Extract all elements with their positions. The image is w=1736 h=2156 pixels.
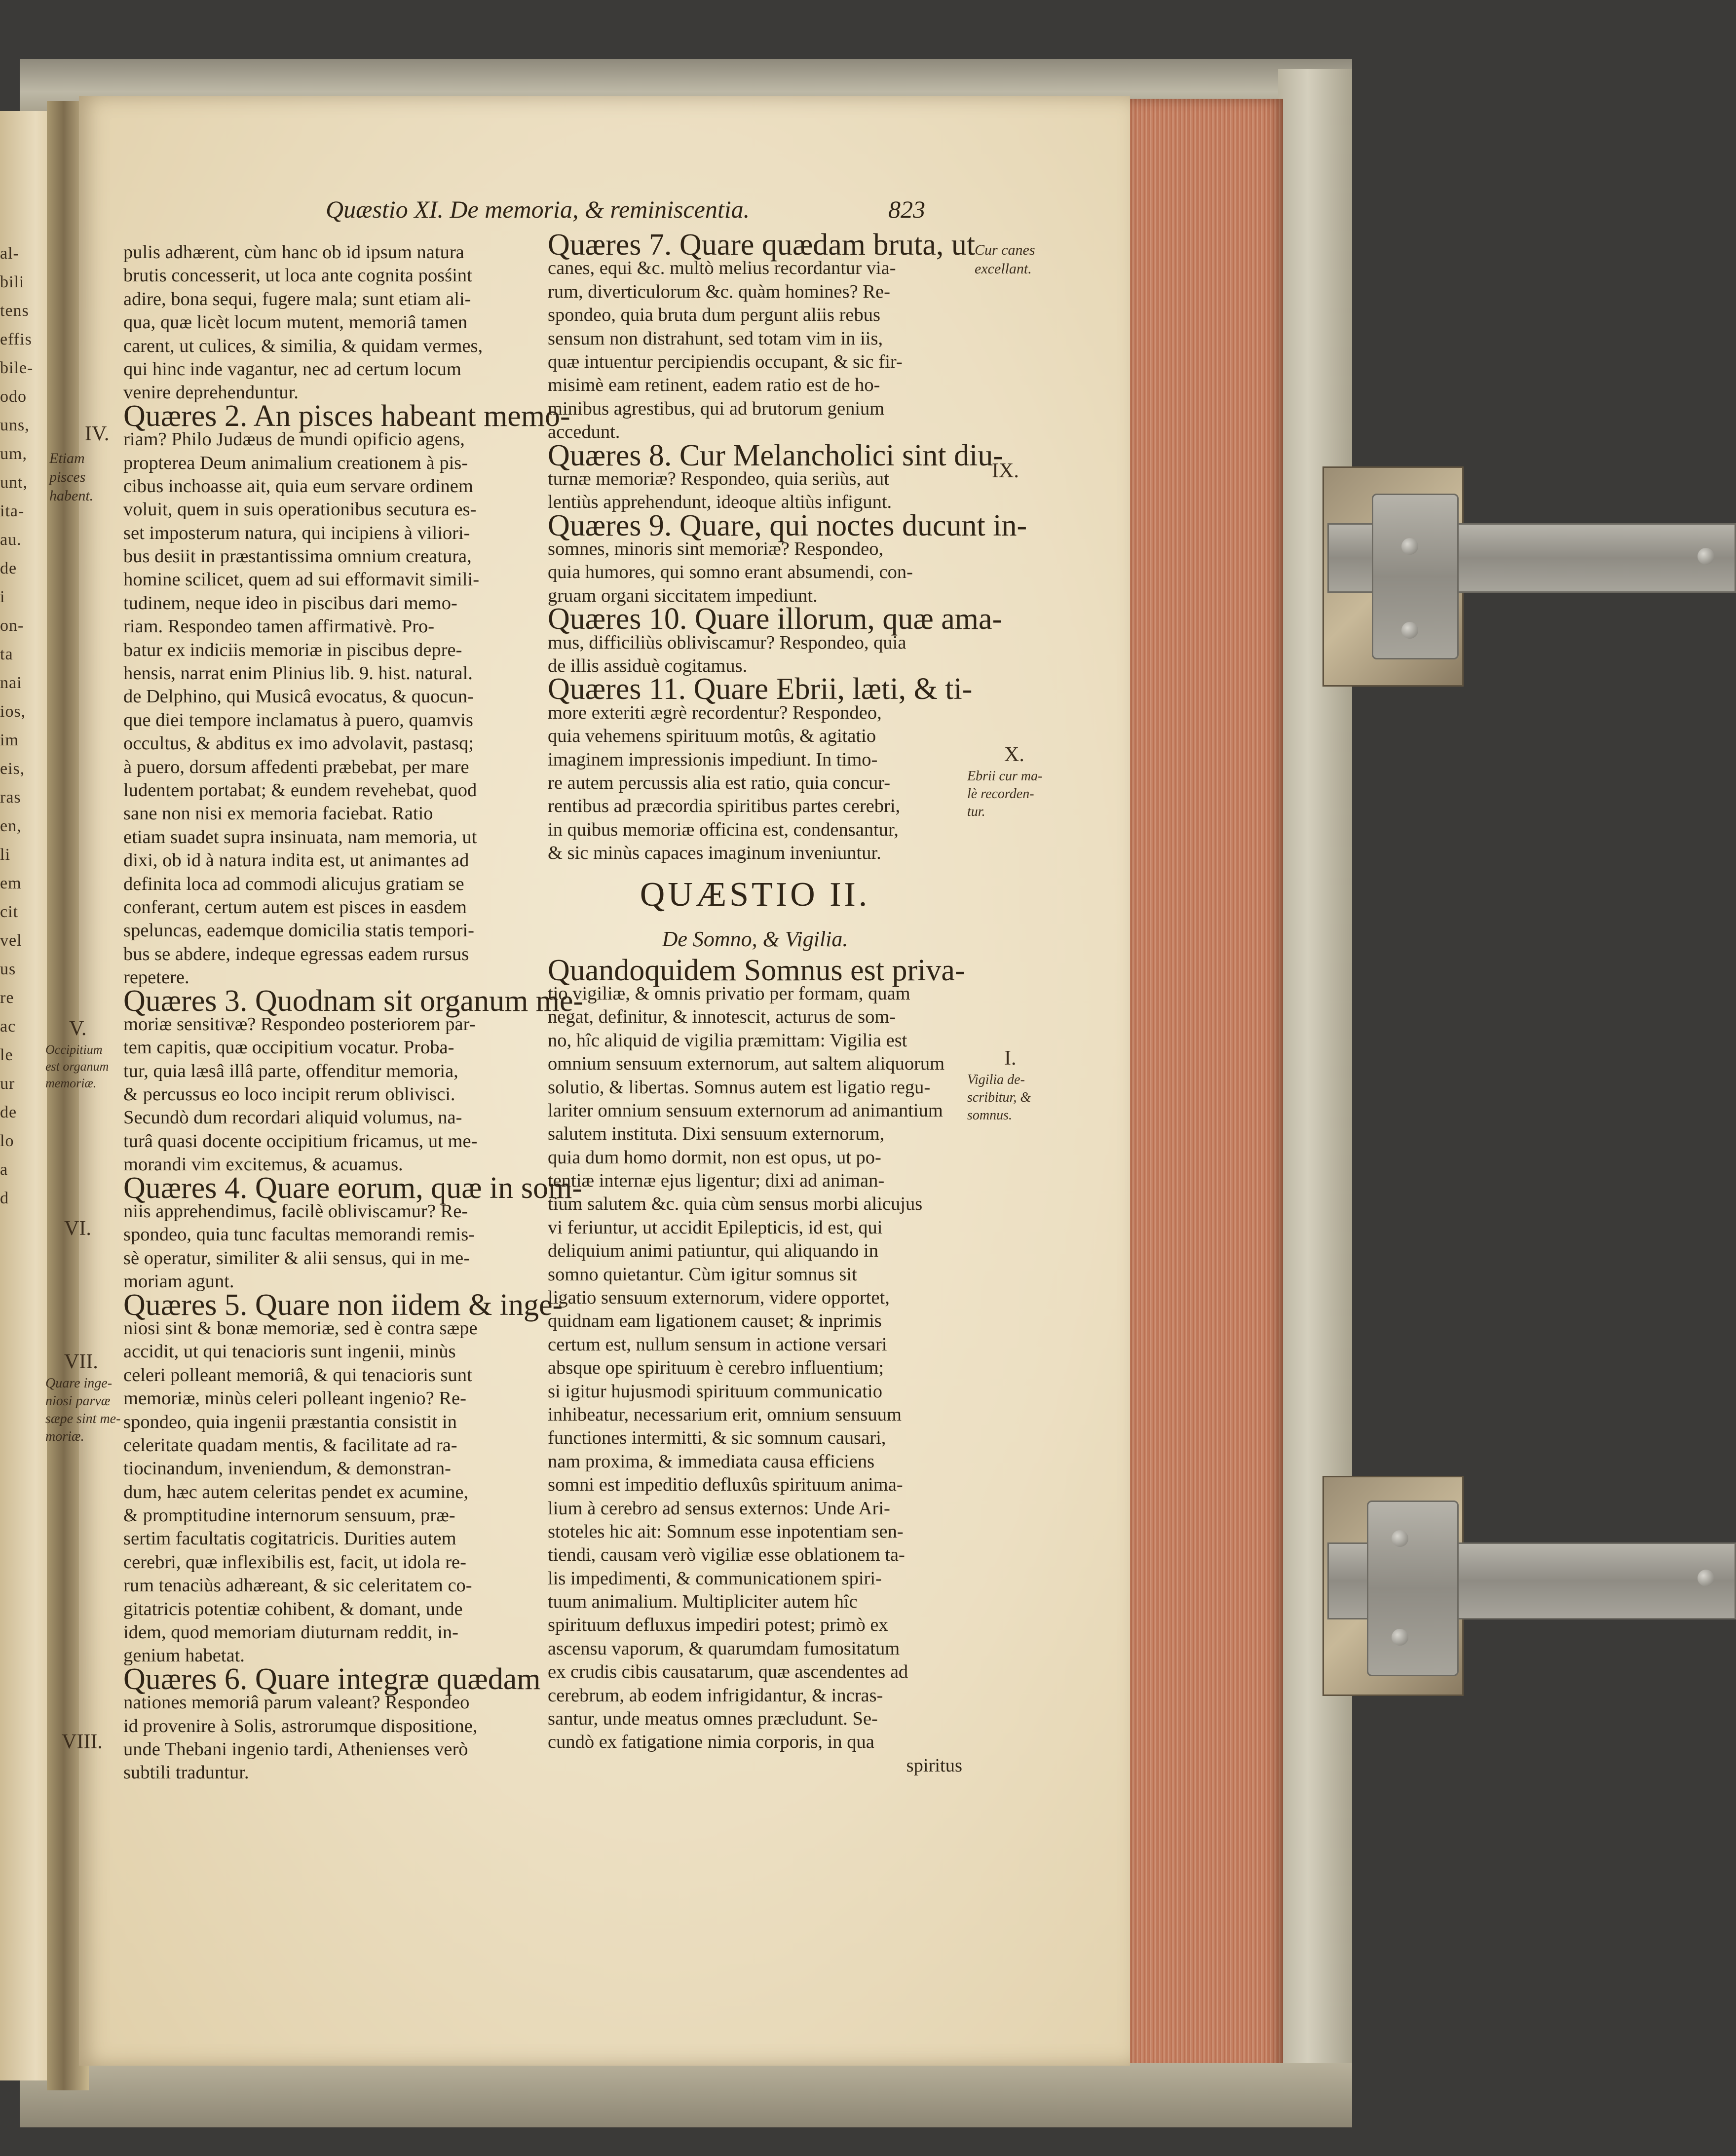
text-line: no, hîc aliquid de vigilia præmittam: Vigilia est <box>548 1030 907 1051</box>
text-line: nam proxima, & immediata causa efficiens <box>548 1451 875 1472</box>
margin-note-x: Ebrii cur ma- lè recorden- tur. <box>967 769 1043 819</box>
left-page-fragment: um, <box>0 445 27 463</box>
left-page-fragment: effis <box>0 330 32 348</box>
left-page-fragment: en, <box>0 817 22 835</box>
text-line: gruam organi siccitatem impediunt. <box>548 585 818 606</box>
text-line: de illis assiduè cogitamus. <box>548 655 748 677</box>
text-line: moriam agunt. <box>123 1271 234 1292</box>
text-line: voluit, quem in suis operationibus secutura es- <box>123 499 477 520</box>
quaestio-subheading: De Somno, & Vigilia. <box>662 926 848 951</box>
text-line: & sic minùs capaces imaginum inveniuntur. <box>548 843 881 864</box>
text-line: à puero, dorsum affedenti præbebat, per mare <box>123 756 469 777</box>
text-line: quidnam eam ligationem causet; & inprimis <box>548 1310 882 1332</box>
text-line: ex crudis cibis causatarum, quæ ascendentes ad <box>548 1661 908 1683</box>
text-line: quæ intuentur percipiendis occupant, & sic fir- <box>548 351 903 372</box>
text-line: turnæ memoriæ? Respondeo, quia seriùs, aut <box>548 468 889 489</box>
margin-number-vii: VII. <box>64 1350 98 1373</box>
text-line: more exteriti ægrè recordentur? Respondeo, <box>548 702 882 723</box>
question-lead-line: Quæres 9. Quare, qui noctes ducunt in- <box>548 508 1027 542</box>
text-line: niosi sint & bonæ memoriæ, sed è contra sæpe <box>123 1317 478 1339</box>
text-line: imaginem impressionis impediunt. In timo- <box>548 749 878 770</box>
question-lead-line: Quæres 7. Quare quædam bruta, ut <box>548 228 976 262</box>
text-line: set imposterum natura, qui incipiens à viliori- <box>123 522 470 543</box>
text-line: & percussus eo loco incipit rerum oblivisci. <box>123 1084 455 1105</box>
book-cover-board <box>1278 69 1352 2113</box>
text-line: bus se abdere, indeque egressas eadem rursus <box>123 943 469 964</box>
left-page-fragment: al- <box>0 244 19 263</box>
text-line: tudinem, neque ideo in piscibus dari memo- <box>123 592 457 614</box>
left-page-fragment: ios, <box>0 702 26 721</box>
text-line: riam. Respondeo tamen affirmativè. Pro- <box>123 616 435 637</box>
book-cover-bottom-edge <box>20 2063 1352 2127</box>
text-line: occultus, & abditus ex imo advolavit, pastasq; <box>123 733 474 754</box>
left-page-fragment: de <box>0 1103 17 1121</box>
text-line: conferant, certum autem est pisces in easdem <box>123 896 467 918</box>
text-line: lis impedimenti, & communicationem spiri- <box>548 1568 882 1589</box>
text-line: spiritus <box>906 1755 962 1776</box>
rivet-icon <box>1392 1629 1408 1646</box>
quaestio-heading: QUÆSTIO II. <box>640 875 870 914</box>
text-line: que diei tempore inclamatus à puero, quamvis <box>123 709 473 731</box>
left-page-fragment: bili <box>0 273 25 291</box>
text-line: gitatricis potentiæ cohibent, & domant, unde <box>123 1598 463 1619</box>
text-line: vi feriuntur, ut accidit Epilepticis, id est, qui <box>548 1217 883 1238</box>
left-page-fragment: tens <box>0 302 29 320</box>
left-page-fragment: bile- <box>0 359 34 377</box>
text-line: ligatio sensuum externorum, videre opportet, <box>548 1287 890 1309</box>
question-lead-line: Quæres 11. Quare Ebrii, læti, & ti- <box>548 672 973 706</box>
text-line: solutio, & libertas. Somnus autem est ligatio regu- <box>548 1077 931 1098</box>
margin-number-ix: IX. <box>992 460 1019 482</box>
question-lead-line: Quæres 10. Quare illorum, quæ ama- <box>548 602 1003 636</box>
text-line: morandi vim excitemus, & acuamus. <box>123 1154 403 1175</box>
text-line: subtili traduntur. <box>123 1762 249 1783</box>
left-page-fragment: re <box>0 989 14 1007</box>
text-line: etiam suadet supra insinuata, nam memoria, ut <box>123 826 477 847</box>
text-line: rum tenaciùs adhæreant, & sic celeritatem co- <box>123 1575 472 1596</box>
rivet-icon <box>1698 548 1714 565</box>
page-block-edges <box>1130 99 1283 2073</box>
text-line: sane non nisi ex memoria faciebat. Ratio <box>123 803 433 824</box>
margin-number-vi: VI. <box>64 1217 91 1240</box>
text-line: cerebri, quæ inflexibilis est, facit, ut idola re- <box>123 1551 466 1573</box>
text-line: batur ex indiciis memoriæ in piscibus depre- <box>123 639 462 660</box>
left-page-fragment: odo <box>0 387 27 406</box>
text-line: qui hinc inde vagantur, nec ad certum locum <box>123 358 461 380</box>
text-line: somnes, minoris sint memoriæ? Respondeo, <box>548 539 884 560</box>
running-title: Quæstio XI. De memoria, & reminiscentia. <box>326 195 750 223</box>
left-page-fragment: de <box>0 559 17 578</box>
text-line: si igitur hujusmodi spirituum communicatio <box>548 1381 882 1402</box>
left-page-fragment: on- <box>0 616 24 635</box>
left-page-fragment: ita- <box>0 502 25 520</box>
text-line: qua, quæ licèt locum mutent, memoriâ tamen <box>123 312 468 333</box>
rivet-icon <box>1698 1570 1714 1586</box>
text-line: absque ope spirituum è cerebro influentium; <box>548 1357 884 1379</box>
left-page-fragment: unt, <box>0 473 28 492</box>
left-page-fragment: nai <box>0 674 22 692</box>
text-line: dixi, ob id à natura indita est, ut animantes ad <box>123 850 469 871</box>
text-line: unde Thebani ingenio tardi, Athenienses verò <box>123 1739 468 1760</box>
text-line: tium salutem &c. quia cùm sensus morbi alicujus <box>548 1194 923 1215</box>
text-line: brutis concesserit, ut loca ante cognita posśint <box>123 265 472 286</box>
text-line: certum est, nullum sensum in actione versari <box>548 1334 887 1355</box>
text-line: turâ quasi docente occipitium fricamus, ut me- <box>123 1130 478 1152</box>
text-line: santur, unde meatus omnes præcludunt. Se- <box>548 1708 878 1730</box>
left-page-fragment: eis, <box>0 760 25 778</box>
text-line: rum, diverticulorum &c. quàm homines? Re- <box>548 281 890 302</box>
text-line: minibus agrestibus, qui ad brutorum genium <box>548 398 885 419</box>
text-line: spondeo, quia bruta dum pergunt aliis rebus <box>548 305 880 326</box>
text-line: inhibeatur, necessarium erit, omnium sensuum <box>548 1404 902 1425</box>
text-line: venire deprehenduntur. <box>123 382 299 403</box>
left-page-fragment: i <box>0 588 5 606</box>
text-line: somno quietantur. Cùm igitur somnus sit <box>548 1264 857 1285</box>
text-line: celeritate quadam mentis, & facilitate ad ra- <box>123 1434 457 1456</box>
text-line: stoteles hic ait: Somnum esse inpotentiam sen- <box>548 1521 904 1542</box>
text-line: accedunt. <box>548 422 620 443</box>
text-line: sensum non distrahunt, sed totam vim in iis, <box>548 328 883 349</box>
rivet-icon <box>1401 538 1418 555</box>
rivet-icon <box>1392 1530 1408 1547</box>
text-line: omnium sensuum externorum, aut saltem aliquorum <box>548 1053 945 1075</box>
question-lead-line: Quæres 8. Cur Melancholici sint diu- <box>548 438 1003 472</box>
rivet-icon <box>1401 622 1418 639</box>
text-line: carent, ut culices, & similia, & quidam vermes, <box>123 335 483 356</box>
text-line: speluncas, eademque domicilia statis tempori- <box>123 920 474 941</box>
text-line: cundò ex fatigatione nimia corporis, in qua <box>548 1732 874 1753</box>
text-line: memoriæ, minùs celeri polleant ingenio? Re- <box>123 1388 466 1409</box>
text-line: id provenire à Solis, astrorumque dispositione, <box>123 1715 478 1736</box>
text-line: lentiùs apprehendunt, ideoque altiùs infigunt. <box>548 492 892 513</box>
left-page-fragment: ac <box>0 1017 16 1036</box>
text-line: repetere. <box>123 967 189 988</box>
left-page-fragment: li <box>0 846 10 864</box>
text-line: propterea Deum animalium creationem à pis- <box>123 452 468 473</box>
question-lead-line: Quæres 4. Quare eorum, quæ in som- <box>123 1171 582 1205</box>
text-line: hensis, narrat enim Plinius lib. 9. hist. natural. <box>123 663 473 684</box>
left-page-fragment: ta <box>0 645 13 663</box>
text-line: cerebrum, ab eodem infrigidantur, & incras- <box>548 1685 883 1706</box>
margin-number-v: V. <box>69 1017 87 1040</box>
text-line: misimè eam retinent, eadem ratio est de ho- <box>548 375 880 396</box>
text-line: tiocinandum, inveniendum, & demonstran- <box>123 1458 451 1479</box>
margin-note-iv: Etiam pisces habent. <box>49 450 94 504</box>
text-line: homine scilicet, quem ad sui efformavit simili- <box>123 569 480 590</box>
text-line: tio vigiliæ, & omnis privatio per formam, quam <box>548 983 910 1004</box>
left-page-fragment: us <box>0 960 16 978</box>
margin-number-viii: VIII. <box>62 1731 103 1753</box>
question-lead-line: Quæres 5. Quare non iidem & inge- <box>123 1288 563 1322</box>
text-line: canes, equi &c. multò melius recordantur via- <box>548 258 896 279</box>
question-lead-line: Quæres 3. Quodnam sit organum me- <box>123 984 584 1018</box>
text-line: ascensu vaporum, & quarumdam fumositatum <box>548 1638 900 1659</box>
left-page-fragment: em <box>0 874 22 892</box>
margin-number-x: X. <box>1004 743 1024 766</box>
text-line: & promptitudine internorum sensuum, præ- <box>123 1505 455 1526</box>
text-line: Secundò dum recordari aliquid volumus, na- <box>123 1107 462 1128</box>
left-page-fragment: im <box>0 731 19 749</box>
margin-note-vii: Quare inge- niosi parvæ sæpe sint me- moriæ. <box>45 1376 121 1444</box>
text-line: celeri polleant memoriâ, & qui tenacioris sunt <box>123 1364 472 1386</box>
text-line: somni est impeditio defluxûs spirituum anima- <box>548 1474 903 1496</box>
text-line: accidit, ut qui tenacioris sunt ingenii, minùs <box>123 1341 456 1362</box>
left-page-fragment: ur <box>0 1075 15 1093</box>
text-line: re autem percussis alia est ratio, quia concur- <box>548 772 891 793</box>
text-line: mus, difficiliùs obliviscamur? Respondeo, quia <box>548 632 906 653</box>
text-line: ludentem portabat; & eundem revehebat, quod <box>123 779 477 801</box>
text-line: tentiæ internæ ejus ligentur; dixi ad animan- <box>548 1170 885 1192</box>
left-page-fragment: lo <box>0 1132 14 1150</box>
page-number: 823 <box>888 195 925 223</box>
text-line: nationes memoriâ parum valeant? Respondeo <box>123 1692 470 1713</box>
question-lead-line: Quæres 6. Quare integræ quædam <box>123 1662 541 1696</box>
text-line: negat, definitur, & innotescit, acturus de som- <box>548 1006 896 1028</box>
margin-note-i: Vigilia de- scribitur, & somnus. <box>967 1072 1031 1123</box>
text-line: bus desiit in præstantissima omnium creatura, <box>123 546 472 567</box>
text-line: dum, hæc autem celeritas pendet ex acumine, <box>123 1481 469 1502</box>
text-line: moriæ sensitivæ? Respondeo posteriorem par- <box>123 1013 476 1035</box>
text-line: niis apprehendimus, facilè obliviscamur? Re- <box>123 1201 468 1222</box>
left-page-fragment: au. <box>0 531 22 549</box>
text-line: tuum animalium. Multipliciter autem hîc <box>548 1591 858 1613</box>
text-line: de Delphino, qui Musicâ evocatus, & quocun- <box>123 686 474 707</box>
margin-number-iv: IV. <box>85 423 110 445</box>
text-line: tem capitis, quæ occipitium vocatur. Proba- <box>123 1037 454 1058</box>
text-line: spondeo, quia tunc facultas memorandi remis- <box>123 1224 475 1245</box>
text-line: lium à cerebro ad sensus externos: Unde Ari- <box>548 1498 890 1519</box>
text-line: sè operatur, similiter & alii sensus, qui in me- <box>123 1247 470 1269</box>
text-line: sertim facultatis cogitatricis. Durities autem <box>123 1528 456 1549</box>
text-line: functiones intermitti, & sic somnum causari, <box>548 1427 886 1449</box>
text-line: tiendi, causam verò vigiliæ esse oblationem ta- <box>548 1544 905 1566</box>
left-page-fragment: uns, <box>0 416 30 434</box>
left-page-fragment: le <box>0 1046 13 1064</box>
text-line: deliquium animi patiuntur, qui aliquando in <box>548 1240 878 1262</box>
left-page-fragment: ras <box>0 788 21 807</box>
left-page-fragment: cit <box>0 903 18 921</box>
margin-note-canes: Cur canes excellant. <box>975 242 1035 277</box>
text-line: quia humores, qui somno erant absumendi, con- <box>548 562 913 583</box>
text-line: pulis adhærent, cùm hanc ob id ipsum natura <box>123 242 464 263</box>
text-line: quia vehemens spirituum motûs, & agitatio <box>548 726 876 747</box>
question-lead-line: Quandoquidem Somnus est priva- <box>548 953 965 987</box>
margin-note-v: Occipitium est organum memoriæ. <box>45 1042 109 1090</box>
text-line: quia dum homo dormit, non est opus, ut po- <box>548 1147 881 1168</box>
text-line: riam? Philo Judæus de mundi opificio agens, <box>123 429 465 450</box>
text-line: lariter omnium sensuum externorum ad animantium <box>548 1100 943 1121</box>
text-line: genium habetat. <box>123 1645 245 1666</box>
left-page-fragment: a <box>0 1160 8 1179</box>
text-line: definita loca ad commodi alicujus gratiam se <box>123 873 464 894</box>
left-page-fragment: d <box>0 1189 9 1207</box>
clasp-hinge-lower <box>1367 1501 1459 1676</box>
text-line: in quibus memoriæ officina est, condensantur, <box>548 819 899 840</box>
text-line: tur, quia læsâ illâ parte, offenditur memoria, <box>123 1060 458 1081</box>
margin-number-i: I. <box>1004 1047 1017 1070</box>
text-line: spondeo, quia ingenii præstantia consistit in <box>123 1411 457 1432</box>
text-line: idem, quod memoriam diuturnam reddit, in- <box>123 1622 458 1643</box>
text-line: rentibus ad præcordia spiritibus partes cerebri, <box>548 796 901 817</box>
text-line: salutem instituta. Dixi sensuum externorum, <box>548 1123 885 1145</box>
text-line: adire, bona sequi, fugere mala; sunt etiam ali- <box>123 288 471 309</box>
text-line: cibus inchoasse ait, quia eum servare ordinem <box>123 475 473 497</box>
text-line: spirituum defluxus impediri potest; primò ex <box>548 1615 888 1636</box>
question-lead-line: Quæres 2. An pisces habeant memo- <box>123 399 570 433</box>
left-page-fragment: vel <box>0 931 22 950</box>
